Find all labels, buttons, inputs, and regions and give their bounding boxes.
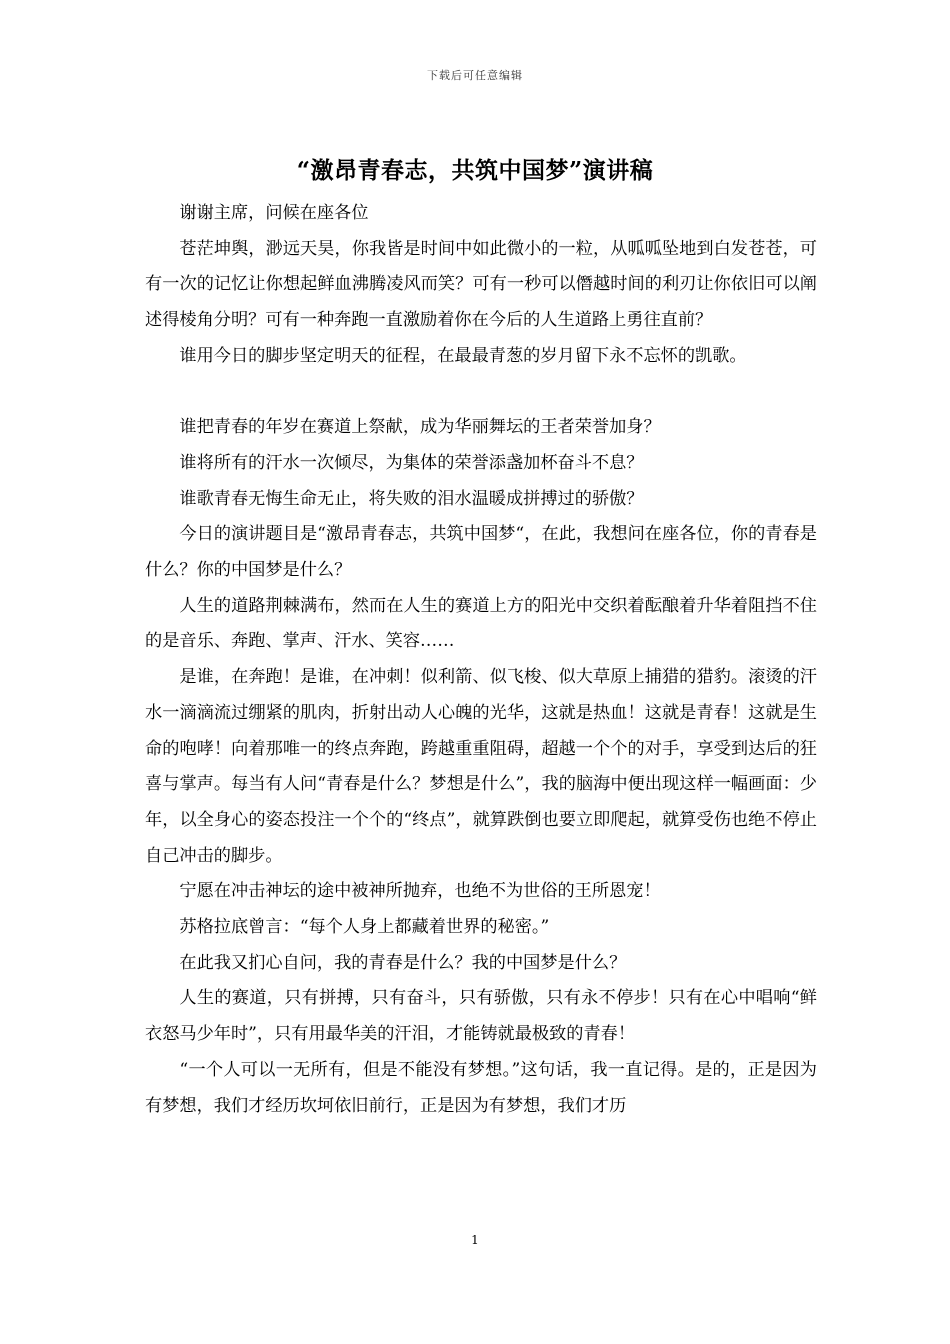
document-title: “激昂青春志，共筑中国梦”演讲稿 bbox=[296, 157, 654, 184]
paragraph: 谢谢主席，问候在座各位 bbox=[179, 203, 369, 223]
paragraph: 苍茫坤舆，渺远天昊，你我皆是时间中如此微小的一粒，从呱呱坠地到白发苍苍，可有一次的记忆让你想起鲜血沸腾凌风而笑？可有一秒可以僭越时间的利刃让你依旧可以阐述得棱角分明？可有一种奔跑一直激励着你在今后的人生道路上勇往直前？ bbox=[145, 238, 817, 331]
paragraph: 宁愿在冲击神坛的途中被神所抛弃，也绝不为世俗的王所恩宠！ bbox=[179, 881, 661, 902]
paragraph: “一个人可以一无所有，但是不能没有梦想。”这句话，我一直记得。是的，正是因为有梦想，我们才经历坎坷依旧前行，正是因为有梦想，我们才历 bbox=[145, 1059, 817, 1116]
page-header: 下载后可任意编辑 bbox=[427, 69, 523, 82]
paragraph: 谁将所有的汗水一次倾尽，为集体的荣誉添盏加杯奋斗不息？ bbox=[179, 452, 644, 473]
page-number: 1 bbox=[471, 1233, 479, 1247]
paragraph: 谁用今日的脚步坚定明天的征程，在最最青葱的岁月留下永不忘怀的凯歌。 bbox=[179, 345, 747, 366]
paragraph: 谁歌青春无悔生命无止，将失败的泪水温暖成拼搏过的骄傲？ bbox=[179, 488, 644, 509]
paragraph: 人生的赛道，只有拼搏，只有奋斗，只有骄傲，只有永不停步！只有在心中唱响“鲜衣怒马少年时”，只有用最华美的汗泪，才能铸就最极致的青春！ bbox=[145, 988, 817, 1045]
paragraph: 人生的道路荆棘满布，然而在人生的赛道上方的阳光中交织着酝酿着升华着阻挡不住的是音乐、奔跑、掌声、汗水、笑容…… bbox=[145, 595, 817, 652]
paragraph: 苏格拉底曾言：“每个人身上都藏着世界的秘密。” bbox=[179, 917, 550, 938]
paragraph: 谁把青春的年岁在赛道上祭献，成为华丽舞坛的王者荣誉加身？ bbox=[179, 417, 661, 438]
document-body bbox=[145, 196, 817, 1124]
paragraph: 今日的演讲题目是“激昂青春志，共筑中国梦“，在此，我想问在座各位，你的青春是什么？你的中国梦是什么？ bbox=[145, 524, 817, 581]
paragraph: 是谁，在奔跑！是谁，在冲刺！似利箭、似飞梭、似大草原上捕猎的猎豹。滚烫的汗水一滴滴流过绷紧的肌肉，折射出动人心魄的光华，这就是热血！这就是青春！这就是生命的咆哮！向着那唯一的终点奔跑，跨越重重阻碍，超越一个个的对手，享受到达后的狂喜与掌声。每当有人问“青春是什么？梦想是什么”，我的脑海中便出现这样一幅画面：少年，以全身心的姿态投注一个个的“终点”，就算跌倒也要立即爬起，就算受伤也绝不停止自己冲击的脚步。 bbox=[145, 667, 817, 866]
blank-paragraph bbox=[145, 375, 817, 411]
paragraph: 在此我又扪心自问，我的青春是什么？我的中国梦是什么？ bbox=[179, 952, 627, 973]
